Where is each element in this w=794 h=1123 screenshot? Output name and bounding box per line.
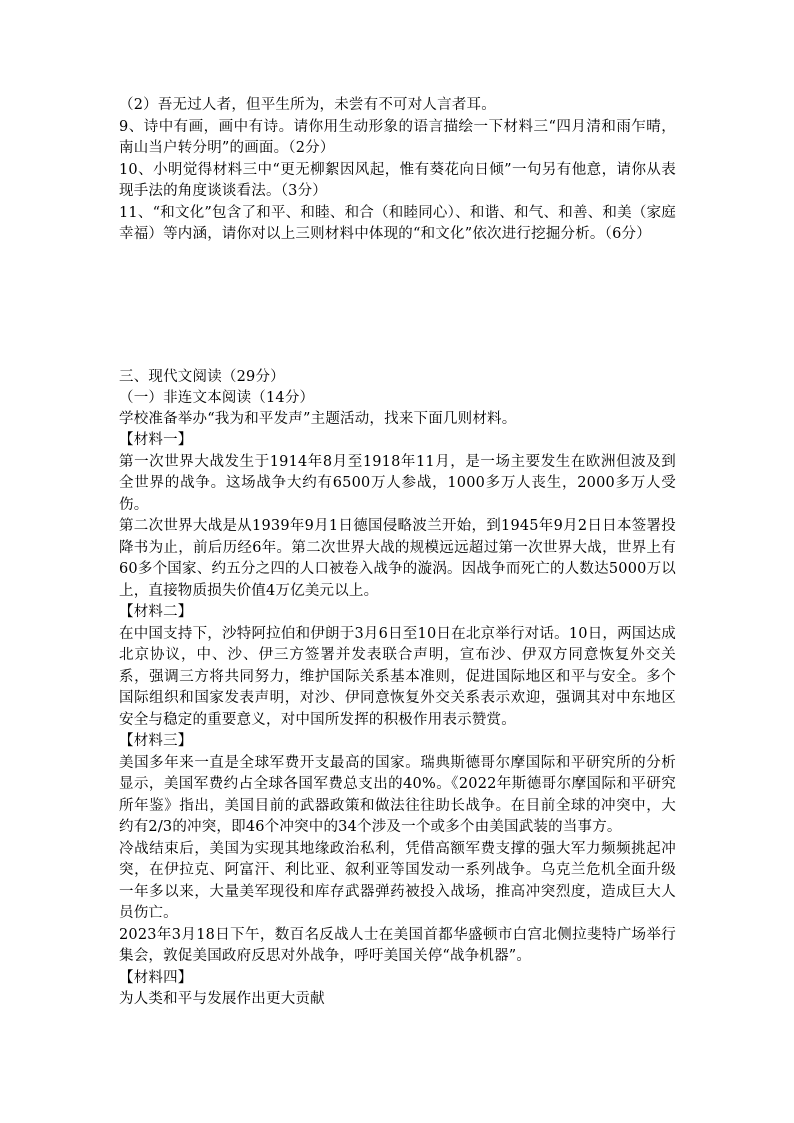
section-subtitle: （一）非连文本阅读（14分） (119, 390, 315, 406)
questions-block (119, 95, 676, 246)
material-3-paragraph-2: 冷战结束后，美国为实现其地缘政治私利，凭借高额军费支撑的强大军力频频挑起冲突，在伊拉克、阿富汗、利比亚、叙利亚等国发动一系列战争。乌克兰危机全面升级一年多以来，大量美军现役和库存武器弹药被投入战场，推高冲突烈度，造成巨大人员伤亡。 (119, 840, 676, 921)
section-intro: 学校准备举办“我为和平发声”主题活动，找来下面几则材料。 (119, 411, 517, 427)
material-4-heading: 【材料四】 (119, 969, 193, 986)
reading-section (119, 367, 676, 1011)
material-2-heading: 【材料二】 (119, 604, 193, 620)
material-3-paragraph-1: 美国多年来一直是全球军费开支最高的国家。瑞典斯德哥尔摩国际和平研究所的分析显示，美国军费约占全球各国军费总支出的40%。《2022年斯德哥尔摩国际和平研究所年鉴》指出，美国目前的武器政策和做法往往助长战争。在目前全球的冲突中，大约有2/3的冲突，即46个冲突中的34个涉及一个或多个由美国武装的当事方。 (119, 754, 676, 835)
material-1-heading: 【材料一】 (119, 432, 193, 448)
section-title: 三、现代文阅读（29分） (119, 369, 285, 385)
material-4-paragraph-1: 为人类和平与发展作出更大贡献 (119, 991, 325, 1007)
material-3-paragraph-3: 2023年3月18日下午，数百名反战人士在美国首都华盛顿市白宫北侧拉斐特广场举行集会，敦促美国政府反思对外战争，呼吁美国关停“战争机器”。 (119, 926, 676, 964)
material-1-paragraph-1: 第一次世界大战发生于1914年8月至1918年11月，是一场主要发生在欧洲但波及到全世界的战争。这场战争大约有6500万人参战，1000多万人丧生，2000多万人受伤。 (119, 453, 676, 513)
question-2-sentence: （2）吾无过人者，但平生所为，未尝有不可对人言者耳。 (119, 97, 496, 113)
question-9: 9、诗中有画，画中有诗。请你用生动形象的语言描绘一下材料三“四月清和雨乍晴，南山当户转分明”的画面。（2分） (119, 118, 676, 156)
material-2-paragraph-1: 在中国支持下，沙特阿拉伯和伊朗于3月6日至10日在北京举行对话。10日，两国达成北京协议，中、沙、伊三方签署并发表联合声明，宣布沙、伊双方同意恢复外交关系，强调三方将共同努力，维护国际关系基本准则，促进国际地区和平与安全。多个国际组织和国家发表声明，对沙、伊同意恢复外交关系表示欢迎，强调其对中东地区安全与稳定的重要意义，对中国所发挥的积极作用表示赞赏。 (119, 625, 676, 728)
material-3-heading: 【材料三】 (119, 733, 193, 749)
material-1-paragraph-2: 第二次世界大战是从1939年9月1日德国侵略波兰开始，到1945年9月2日日本签署投降书为止，前后历经6年。第二次世界大战的规模远远超过第一次世界大战，世界上有60多个国家、约五分之四的人口被卷入战争的漩涡。因战争而死亡的人数达5000万以上，直接物质损失价值4万亿美元以上。 (119, 518, 676, 599)
question-11: 11、“和文化”包含了和平、和睦、和合（和睦同心）、和谐、和气、和善、和美（家庭幸福）等内涵，请你对以上三则材料中体现的“和文化”依次进行挖掘分析。（6分） (119, 204, 676, 242)
question-10: 10、小明觉得材料三中“更无柳絮因风起，惟有葵花向日倾”一句另有他意，请你从表现手法的角度谈谈看法。（3分） (119, 161, 676, 199)
